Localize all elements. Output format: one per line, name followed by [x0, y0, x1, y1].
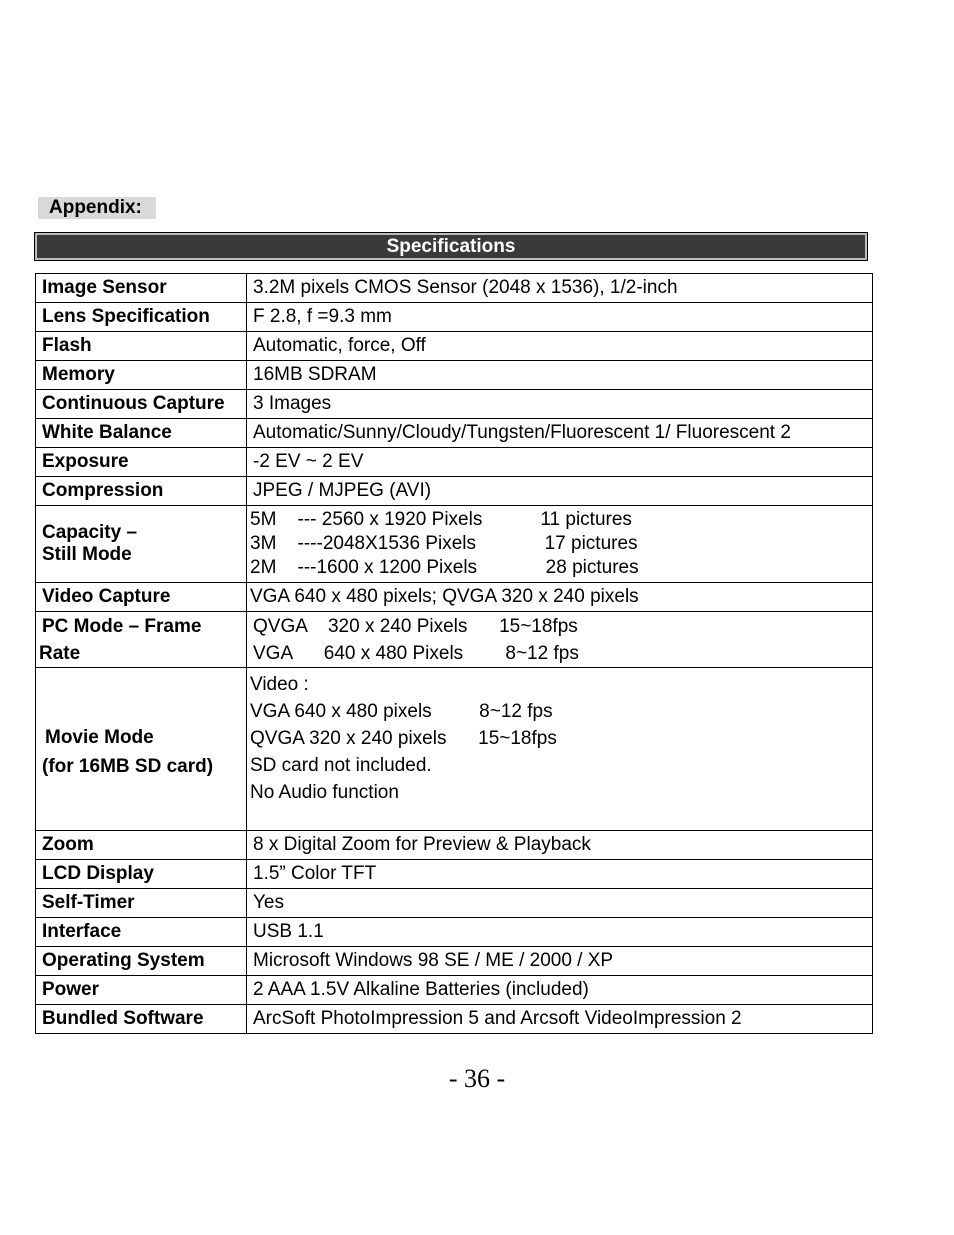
spec-label: Bundled Software	[36, 1005, 247, 1034]
spec-value: ArcSoft PhotoImpression 5 and Arcsoft VideoImpression 2	[247, 1005, 873, 1034]
spec-row-compression	[36, 477, 873, 506]
spec-row-zoom	[36, 831, 873, 860]
spec-label-line: Capacity –	[42, 522, 138, 543]
spec-row-movie-mode	[36, 668, 873, 831]
spec-row-pc-mode	[36, 612, 873, 668]
specifications-title: Specifications	[386, 236, 516, 257]
spec-label	[36, 506, 247, 583]
spec-value: 8 x Digital Zoom for Preview & Playback	[247, 831, 873, 860]
spec-value: 16MB SDRAM	[247, 361, 873, 390]
spec-row-white-balance	[36, 419, 873, 448]
spec-value-line: Video :	[250, 674, 309, 695]
spec-label: Zoom	[36, 831, 247, 860]
spec-label-line: (for 16MB SD card)	[42, 756, 214, 777]
spec-value: 2 AAA 1.5V Alkaline Batteries (included)	[247, 976, 873, 1005]
spec-row-exposure	[36, 448, 873, 477]
spec-label	[36, 612, 247, 668]
spec-value-line: VGA 640 x 480 Pixels 8~12 fps	[253, 642, 579, 664]
spec-row-operating-system	[36, 947, 873, 976]
spec-row-image-sensor	[36, 274, 873, 303]
spec-label: Lens Specification	[36, 303, 247, 332]
spec-label: LCD Display	[36, 860, 247, 889]
spec-label-line: PC Mode – Frame	[42, 615, 202, 637]
spec-value: F 2.8, f =9.3 mm	[247, 303, 873, 332]
spec-row-interface	[36, 918, 873, 947]
spec-label: Power	[36, 976, 247, 1005]
spec-value	[247, 612, 873, 668]
spec-row-bundled-software	[36, 1005, 873, 1034]
spec-value: 1.5” Color TFT	[247, 860, 873, 889]
spec-label: Video Capture	[36, 583, 247, 612]
spec-value: Automatic/Sunny/Cloudy/Tungsten/Fluorescent 1/ Fluorescent 2	[247, 419, 873, 448]
spec-value-line: No Audio function	[250, 782, 399, 803]
appendix-heading: Appendix:	[38, 197, 156, 219]
spec-label: Compression	[36, 477, 247, 506]
specifications-banner	[34, 232, 868, 261]
page-number: - 36 -	[448, 1064, 506, 1093]
spec-row-video-capture	[36, 583, 873, 612]
spec-label: Flash	[36, 332, 247, 361]
spec-row-lcd-display	[36, 860, 873, 889]
spec-label: Operating System	[36, 947, 247, 976]
spec-label-line: Still Mode	[42, 544, 132, 565]
spec-value: Yes	[247, 889, 873, 918]
spec-value-line: VGA 640 x 480 pixels 8~12 fps	[250, 701, 553, 722]
spec-value: 3.2M pixels CMOS Sensor (2048 x 1536), 1/2-inch	[247, 274, 873, 303]
spec-row-lens	[36, 303, 873, 332]
spec-value: VGA 640 x 480 pixels; QVGA 320 x 240 pixels	[247, 583, 873, 612]
spec-label: Self-Timer	[36, 889, 247, 918]
spec-label: White Balance	[36, 419, 247, 448]
spec-row-memory	[36, 361, 873, 390]
spec-value-line: QVGA 320 x 240 Pixels 15~18fps	[253, 615, 578, 637]
spec-value: -2 EV ~ 2 EV	[247, 448, 873, 477]
spec-value: Automatic, force, Off	[247, 332, 873, 361]
spec-value: USB 1.1	[247, 918, 873, 947]
spec-value-line: 5M --- 2560 x 1920 Pixels 11 pictures	[250, 509, 632, 530]
spec-value: 3 Images	[247, 390, 873, 419]
spec-value-line: QVGA 320 x 240 pixels 15~18fps	[250, 728, 557, 749]
spec-row-flash	[36, 332, 873, 361]
spec-value	[247, 668, 873, 831]
spec-label: Continuous Capture	[36, 390, 247, 419]
spec-value	[247, 506, 873, 583]
spec-row-capacity	[36, 506, 873, 583]
spec-value-line: SD card not included.	[250, 755, 432, 776]
spec-row-continuous-capture	[36, 390, 873, 419]
specifications-table	[35, 273, 873, 1034]
spec-label: Interface	[36, 918, 247, 947]
spec-label-line: Movie Mode	[45, 727, 154, 748]
spec-label: Exposure	[36, 448, 247, 477]
spec-label: Image Sensor	[36, 274, 247, 303]
spec-label-line: Rate	[39, 642, 81, 664]
spec-value-line: 3M ----2048X1536 Pixels 17 pictures	[250, 533, 638, 554]
spec-label	[36, 668, 247, 831]
spec-label: Memory	[36, 361, 247, 390]
spec-value: Microsoft Windows 98 SE / ME / 2000 / XP	[247, 947, 873, 976]
spec-row-self-timer	[36, 889, 873, 918]
spec-row-power	[36, 976, 873, 1005]
spec-value-line: 2M ---1600 x 1200 Pixels 28 pictures	[250, 557, 639, 578]
spec-value: JPEG / MJPEG (AVI)	[247, 477, 873, 506]
